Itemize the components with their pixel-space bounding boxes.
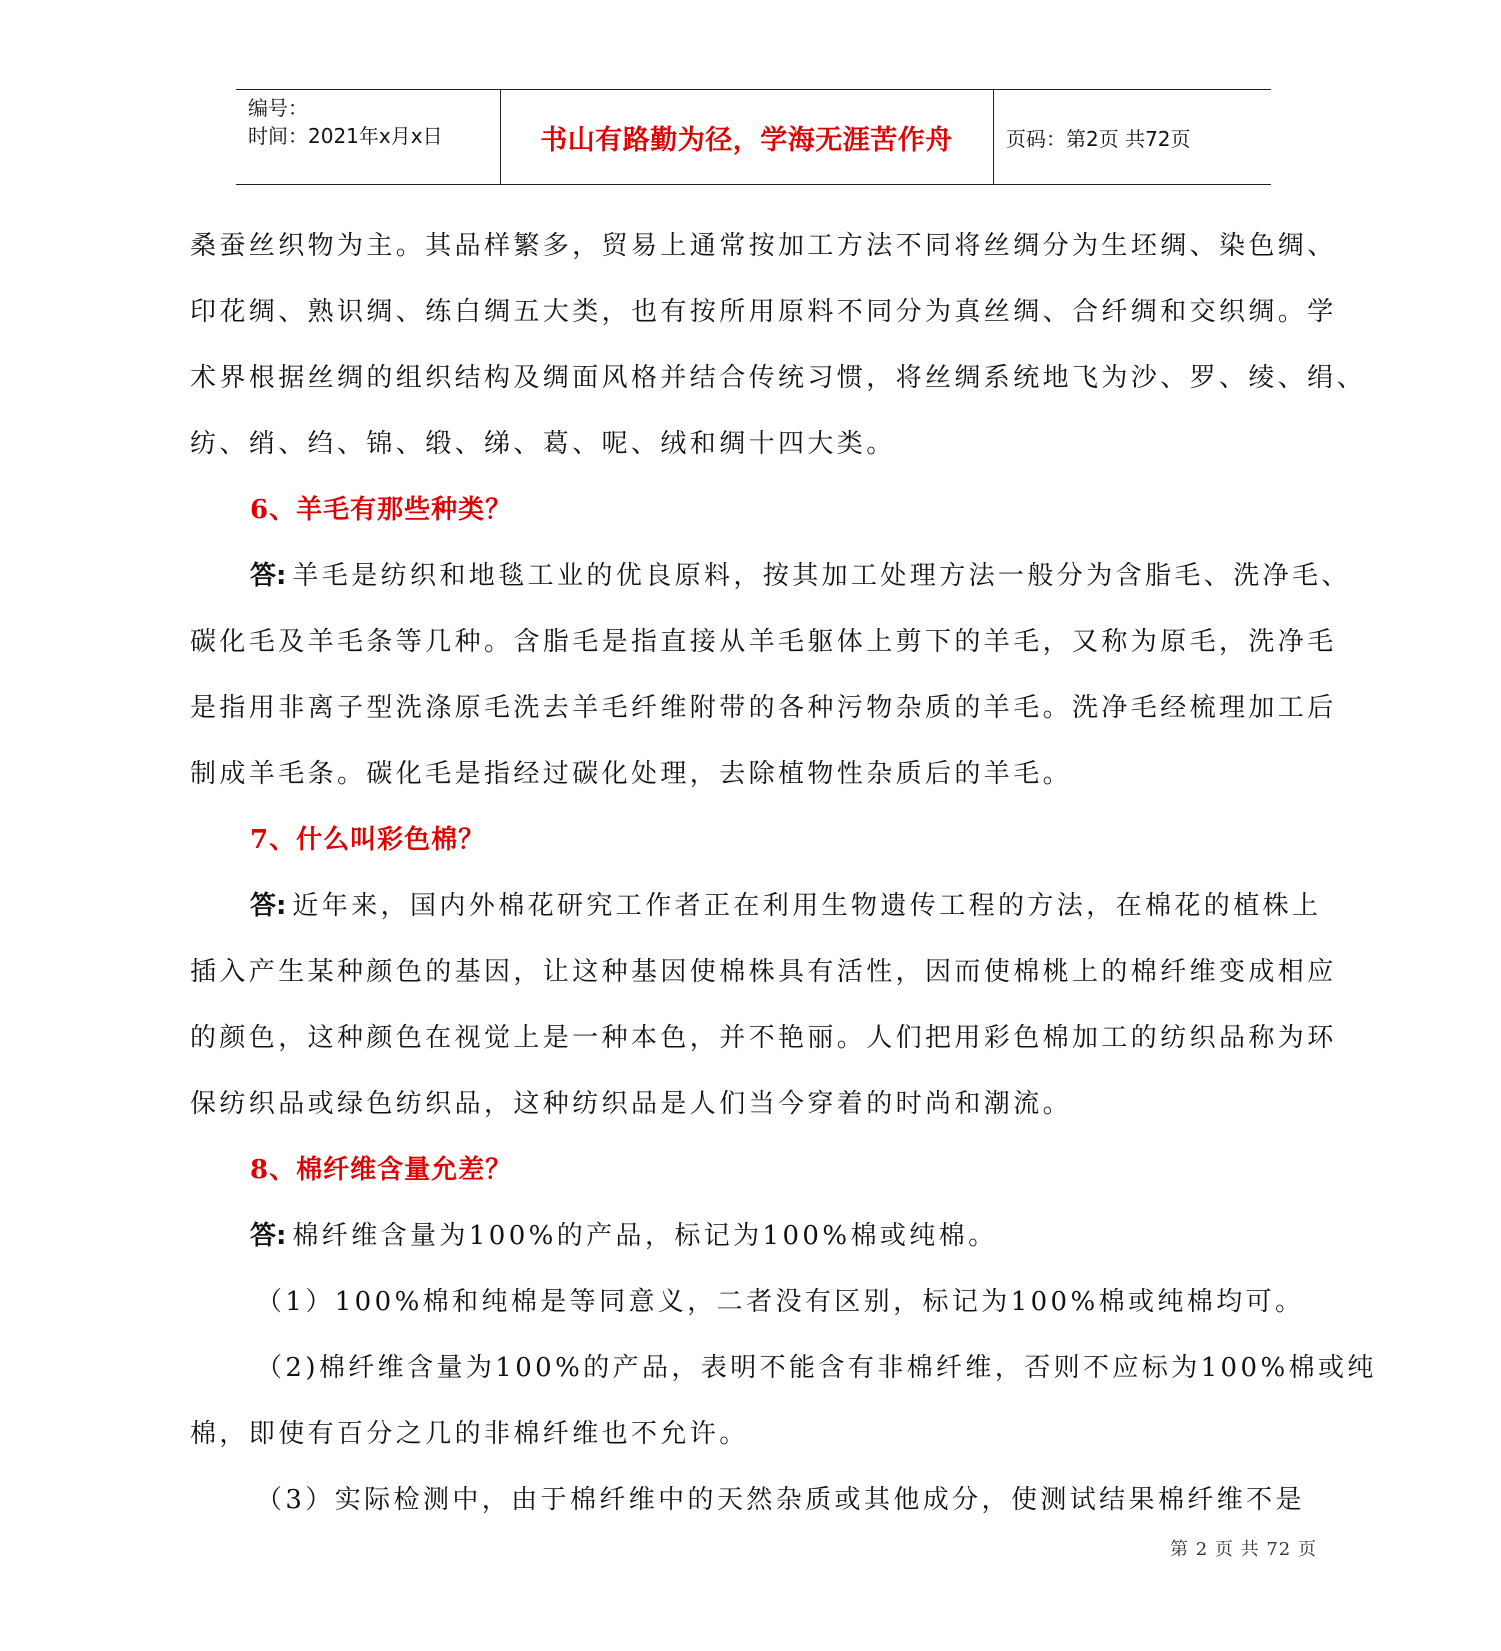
paragraph-line: 的颜色，这种颜色在视觉上是一种本色，并不艳丽。人们把用彩色棉加工的纺织品称为环 <box>190 1023 1337 1053</box>
page-footer: 第 2 页 共 72 页 <box>1170 1539 1317 1560</box>
answer-text: 棉纤维含量为100%的产品，标记为100%棉或纯棉。 <box>292 1221 998 1251</box>
paragraph-line: 是指用非离子型洗涤原毛洗去羊毛纤维附带的各种污物杂质的羊毛。洗净毛经梳理加工后 <box>190 693 1337 723</box>
header-divider <box>993 90 994 184</box>
answer-label: 答: <box>250 561 287 591</box>
header-meta <box>248 94 443 150</box>
header-number-label: 编号： <box>248 96 308 120</box>
paragraph-line: 印花绸、熟识绸、练白绸五大类，也有按所用原料不同分为真丝绸、合纤绸和交织绸。学 <box>190 297 1337 327</box>
paragraph-line: 制成羊毛条。碳化毛是指经过碳化处理，去除植物性杂质后的羊毛。 <box>190 759 1073 789</box>
paragraph-line: 碳化毛及羊毛条等几种。含脂毛是指直接从羊毛躯体上剪下的羊毛，又称为原毛，洗净毛 <box>190 627 1337 657</box>
paragraph-line: 保纺织品或绿色纺织品，这种纺织品是人们当今穿着的时尚和潮流。 <box>190 1089 1073 1119</box>
answer-line <box>250 885 1321 922</box>
answer-line <box>250 555 1351 592</box>
answer-text: 近年来，国内外棉花研究工作者正在利用生物遗传工程的方法，在棉花的植株上 <box>292 891 1322 921</box>
header-time-label: 时间：2021年x月x日 <box>248 124 443 148</box>
paragraph-line: 棉，即使有百分之几的非棉纤维也不允许。 <box>190 1419 749 1449</box>
question-heading: 6、羊毛有那些种类？ <box>250 495 513 525</box>
paragraph-line: 插入产生某种颜色的基因，让这种基因使棉株具有活性，因而使棉桃上的棉纤维变成相应 <box>190 957 1337 987</box>
answer-text: 羊毛是纺织和地毯工业的优良原料，按其加工处理方法一般分为含脂毛、洗净毛、 <box>292 561 1351 591</box>
question-heading: 8、棉纤维含量允差？ <box>250 1155 513 1185</box>
list-item: （3）实际检测中，由于棉纤维中的天然杂质或其他成分，使测试结果棉纤维不是 <box>256 1485 1305 1515</box>
answer-label: 答: <box>250 1221 287 1251</box>
paragraph-line: 纺、绡、绉、锦、缎、绨、葛、呢、绒和绸十四大类。 <box>190 429 896 459</box>
header-motto: 书山有路勤为径，学海无涯苦作舟 <box>540 124 953 156</box>
page-header <box>236 89 1271 185</box>
list-item: （1）100%棉和纯棉是等同意义，二者没有区别，标记为100%棉或纯棉均可。 <box>256 1287 1305 1317</box>
paragraph-line: 桑蚕丝织物为主。其品样繁多，贸易上通常按加工方法不同将丝绸分为生坯绸、染色绸、 <box>190 231 1337 261</box>
paragraph-line: 术界根据丝绸的组织结构及绸面风格并结合传统习惯，将丝绸系统地飞为沙、罗、绫、绢、 <box>190 363 1367 393</box>
list-item: （2)棉纤维含量为100%的产品，表明不能含有非棉纤维，否则不应标为100%棉或纯 <box>256 1353 1377 1383</box>
answer-line <box>250 1215 997 1252</box>
question-heading: 7、什么叫彩色棉？ <box>250 825 486 855</box>
header-page-info: 页码：第2页 共72页 <box>1006 126 1191 151</box>
answer-label: 答: <box>250 891 287 921</box>
